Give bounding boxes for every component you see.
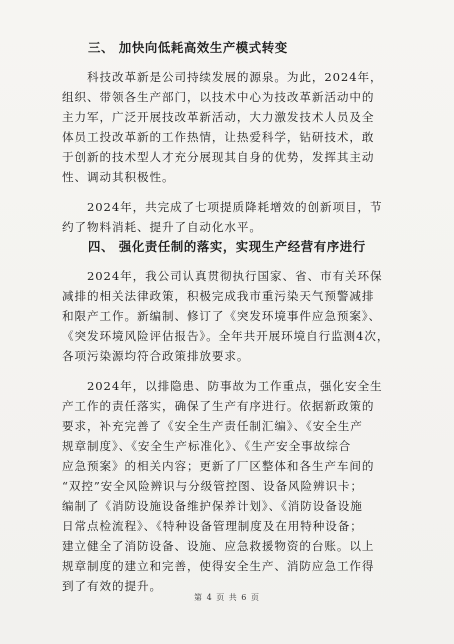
document-body (62, 38, 414, 596)
paragraph-innovation-projects: 2024年，共完成了七项提质降耗增效的创新项目，节 约了物料消耗、提升了自动化水平。 (62, 200, 383, 234)
paragraph-safety: 2024年，以排隐患、防事故为工作重点，强化安全生 产工作的责任落实，确保了生产有序进行。依据新政策的 要求，补充完善了《安全生产责任制汇编》、《安全生产 规章制度》、《安全生产标准化》、《生产安全事故综合 应急预案》的相关内容；更新了厂区整体和各生产车间的 “双控”安全风险辨识与分级管控图、设备风险辨识卡； 编制了《消防设施设备维护保养计划》、《消防设备设施 日常点检流程》、《特种设备管理制度及在用特种设备； 建立健全了消防设备、设施、应急救援物资的台账。以上 规章制度的建立和完善，使得安全生产、消防应急工作得 到了有效的提升。 (62, 379, 383, 593)
paragraph-environment: 2024年，我公司认真贯彻执行国家、省、市有关环保 减排的相关法律政策，积极完成我市重污染天气预警减排 和限产工作。新编制、修订了《突发环境事件应急预案》、 《突发环境风险评估报告》。全年共开展环境自行监测4次， 各项污染源均符合政策排放要求。 (62, 269, 390, 363)
paragraph-tech-innovation: 科技改革新是公司持续发展的源泉。为此，2024年， 组织、带领各生产部门，以技术中心为技改革新活动中的 主力军，广泛开展技改革新活动，大力激发技术人员及全 体员工投改革新的工作热情，让热爱科学，钻研技术，敢 于创新的技术型人才充分展现其自身的优势，发挥其主动 性、调动其积极性。 (62, 70, 383, 184)
section-heading-4: 四、 强化责任制的落实，实现生产经营有序进行 (88, 239, 366, 254)
page-number: 第 4 页 共 6 页 (194, 593, 260, 602)
section-heading-3: 三、 加快向低耗高效生产模式转变 (88, 40, 288, 55)
